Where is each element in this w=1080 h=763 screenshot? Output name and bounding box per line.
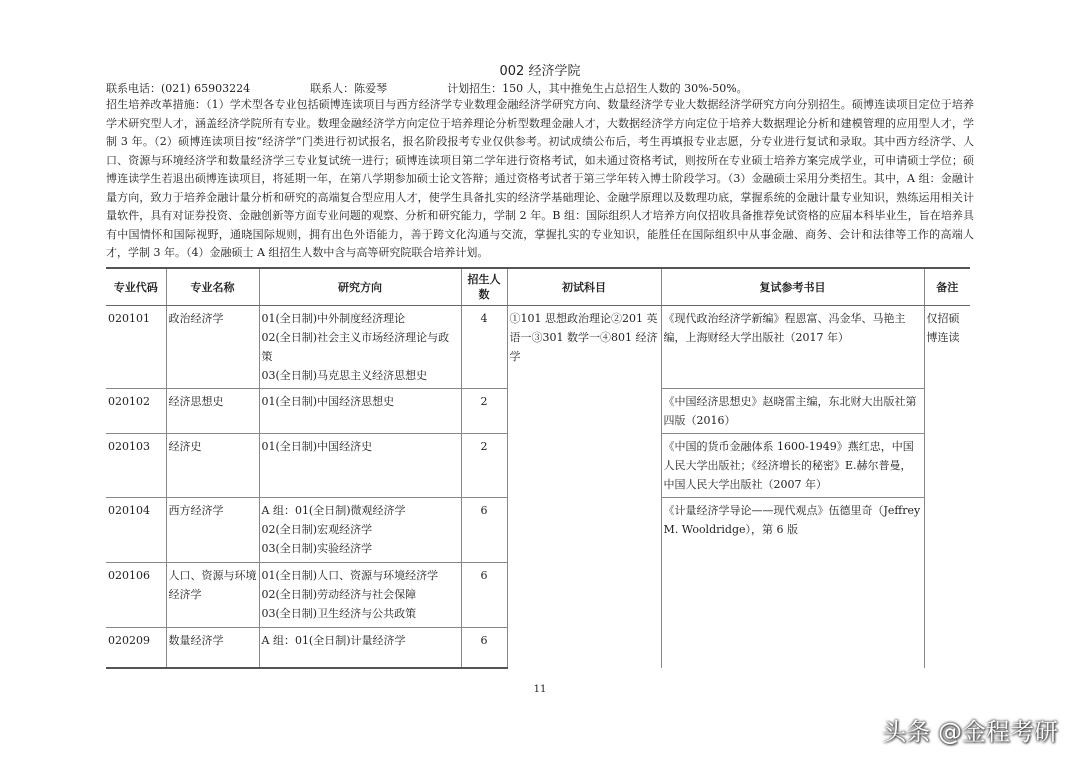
header-name: 专业名称 [166, 268, 259, 306]
cell-name: 经济史 [166, 434, 259, 498]
cell-count: 6 [461, 498, 507, 563]
cell-books: 《中国的货币金融体系 1600-1949》燕红忠，中国人民大学出版社；《经济增长的秘密》E.赫尔普曼，中国人民大学出版社（2007 年） [661, 434, 924, 498]
table-header-row [106, 268, 970, 306]
page-title: 002 经济学院 [499, 64, 581, 79]
program-table [106, 267, 970, 669]
cell-books: 《现代政治经济学新编》程恩富、冯金华、马艳主编，上海财经大学出版社（2017 年） [661, 306, 924, 389]
cell-remark: 仅招硕博连读 [924, 306, 970, 668]
cell-books: 《计量经济学导论——现代观点》伍德里奇（Jeffrey M. Wooldridge），第 6 版 [661, 498, 924, 668]
cell-directions: 01(全日制)中国经济思想史 [259, 389, 461, 434]
header-count: 招生人数 [461, 268, 507, 306]
header-remark: 备注 [924, 268, 970, 306]
cell-count: 2 [461, 434, 507, 498]
cell-name: 人口、资源与环境经济学 [166, 563, 259, 628]
cell-code: 020102 [106, 389, 166, 434]
cell-count: 4 [461, 306, 507, 389]
cell-name: 数量经济学 [166, 628, 259, 668]
cell-directions: 01(全日制)中外制度经济理论 02(全日制)社会主义市场经济理论与政策 03(全日制)马克思主义经济思想史 [259, 306, 461, 389]
contact-phone: 联系电话：(021) 65903224 [106, 82, 251, 95]
cell-code: 020101 [106, 306, 166, 389]
header-exam: 初试科目 [507, 268, 661, 306]
page-number: 11 [533, 684, 547, 695]
header-code: 专业代码 [106, 268, 166, 306]
header-direction: 研究方向 [259, 268, 461, 306]
cell-name: 政治经济学 [166, 306, 259, 389]
cell-directions: A 组：01(全日制)计量经济学 [259, 628, 461, 668]
cell-count: 6 [461, 628, 507, 668]
cell-books: 《中国经济思想史》赵晓雷主编，东北财大出版社第四版（2016） [661, 389, 924, 434]
reform-description: 招生培养改革措施：（1）学术型各专业包括硕博连读项目与西方经济学专业数理金融经济学研究方向、数量经济学专业大数据经济学研究方向分别招生。硕博连读项目定位于培养学术研究型人才，涵盖经济学院所有专业。数理金融经济学方向定位于培养理论分析型数理金融人才，大数据经济学方向定位于培养大数据理论分析和建模管理的应用型人才，学制 3 年。（2）硕博连读项目按“经济学”门类进行初试报名，报名阶段报考专业仅供参考。初试成绩公布后，考生再填报专业志愿，分专业进行复试和录取。其中西方经济学、人口、资源与环境经济学和数量经济学三专业复试统一进行；硕博连读项目第二学年进行资格考试，如未通过资格考试，则按所在专业硕士培养方案完成学业，可申请硕士学位；硕博连读学生若退出硕博连读项目，将延期一年，在第八学期参加硕士论文答辩；通过资格考试者于第三学年转入博士阶段学习。（3）金融硕士采用分类招生。其中，A 组：金融计量方向，致力于培养金融计量分析和研究的高端复合型应用人才，使学生具备扎实的经济学基础理论、金融学原理以及数理功底，掌握系统的金融计量专业知识，熟练运用相关计量软件，具有对证券投资、金融创新等方面专业问题的观察、分析和研究能力，学制 2 年。B 组：国际组织人才培养方向仅招收具备推荐免试资格的应届本科毕业生，旨在培养具有中国情怀和国际视野，通晓国际规则，拥有出色外语能力，善于跨文化沟通与交流，掌握扎实的专业知识，能胜任在国际组织中从事金融、商务、会计和法律等工作的高端人才，学制 3 年。（4）金融硕士 A 组招生人数中含与高等研究院联合培养计划。 [106, 98, 974, 259]
header-books: 复试参考书目 [661, 268, 924, 306]
cell-code: 020104 [106, 498, 166, 563]
contact-person: 联系人：陈爱琴 [310, 82, 388, 95]
cell-code: 020209 [106, 628, 166, 668]
enrollment-plan: 计划招生：150 人，其中推免生占总招生人数的 30%-50%。 [447, 82, 748, 95]
cell-code: 020103 [106, 434, 166, 498]
cell-code: 020106 [106, 563, 166, 628]
cell-count: 6 [461, 563, 507, 628]
cell-directions: 01(全日制)人口、资源与环境经济学 02(全日制)劳动经济与社会保障 03(全日制)卫生经济与公共政策 [259, 563, 461, 628]
contact-line [106, 80, 748, 96]
cell-directions: 01(全日制)中国经济史 [259, 434, 461, 498]
table-row [106, 306, 970, 389]
cell-exam-subjects: ①101 思想政治理论②201 英语一③301 数学一④801 经济学 [507, 306, 661, 668]
cell-name: 西方经济学 [166, 498, 259, 563]
cell-directions: A 组：01(全日制)微观经济学 02(全日制)宏观经济学 03(全日制)实验经济学 [259, 498, 461, 563]
watermark-text: 头条 @金程考研 [882, 718, 1058, 746]
cell-count: 2 [461, 389, 507, 434]
cell-name: 经济思想史 [166, 389, 259, 434]
